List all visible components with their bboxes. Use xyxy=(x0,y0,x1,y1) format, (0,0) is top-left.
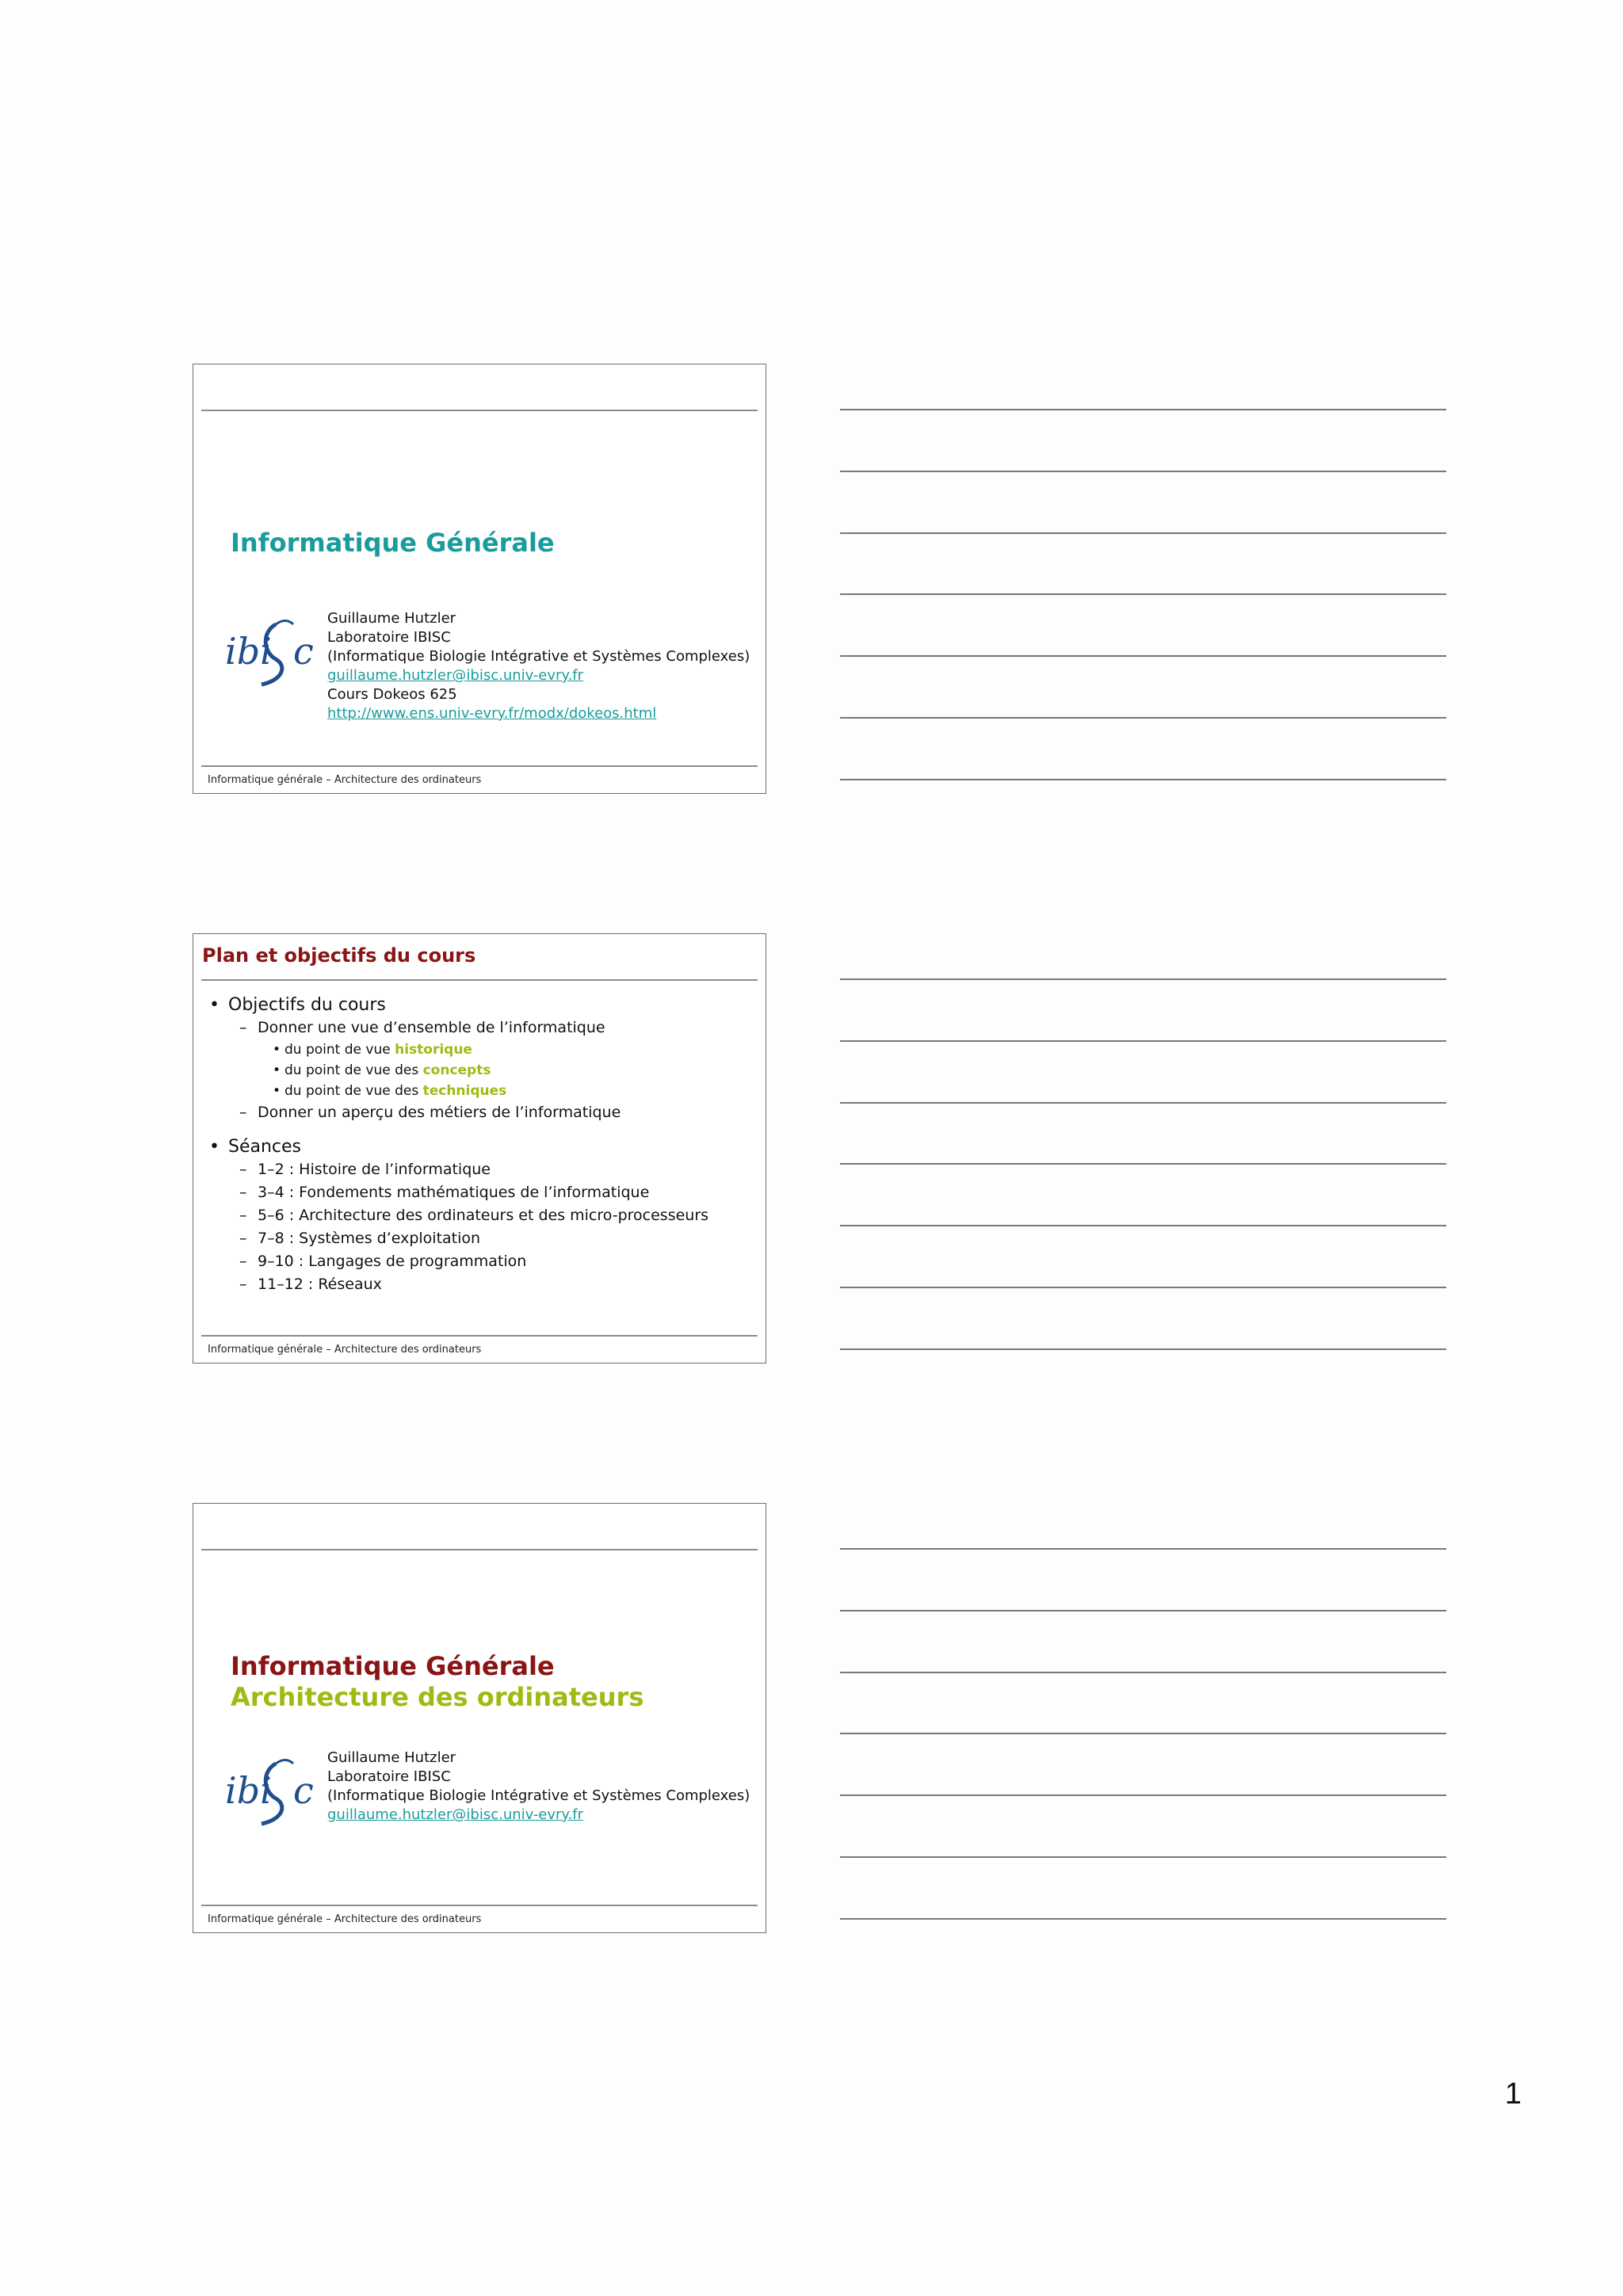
objective-item: – Donner un aperçu des métiers de l’informatique xyxy=(208,1101,758,1124)
viewpoint-item: • du point de vue historique xyxy=(208,1039,758,1060)
slide-bottom-rule xyxy=(201,1905,758,1906)
note-line xyxy=(840,532,1446,534)
note-line xyxy=(840,1548,1446,1550)
ibisc-logo xyxy=(223,1748,319,1827)
slide-footer: Informatique générale – Architecture des ordinateurs xyxy=(208,1913,482,1925)
slide-body xyxy=(208,994,758,1296)
course-url-link[interactable]: http://www.ens.univ-evry.fr/modx/dokeos.html xyxy=(327,705,657,722)
session-item: – 5–6 : Architecture des ordinateurs et des micro-processeurs xyxy=(208,1204,758,1227)
slide-top-rule xyxy=(201,410,758,411)
note-line xyxy=(840,1672,1446,1673)
note-line xyxy=(840,471,1446,472)
highlight-techniques: techniques xyxy=(422,1083,507,1099)
note-line xyxy=(840,1348,1446,1350)
slide-3 xyxy=(193,1503,766,1933)
slide-bottom-rule xyxy=(201,765,758,767)
note-line xyxy=(840,1102,1446,1104)
note-line xyxy=(840,1225,1446,1226)
session-item: – 11–12 : Réseaux xyxy=(208,1273,758,1296)
author-lab: Laboratoire IBISC xyxy=(327,629,451,646)
page-number: 1 xyxy=(1504,2077,1522,2111)
note-line xyxy=(840,1856,1446,1858)
highlight-historique: historique xyxy=(395,1042,472,1058)
svg-text:ibi: ibi xyxy=(225,630,272,673)
slide-top-rule xyxy=(201,979,758,981)
session-item: – 1–2 : Histoire de l’informatique xyxy=(208,1158,758,1181)
note-line xyxy=(840,1287,1446,1288)
note-line xyxy=(840,779,1446,780)
author-block xyxy=(327,1749,750,1825)
note-line xyxy=(840,717,1446,719)
author-lab: Laboratoire IBISC xyxy=(327,1768,451,1785)
slide-title: Plan et objectifs du cours xyxy=(202,944,476,967)
slide-bottom-rule xyxy=(201,1335,758,1337)
viewpoint-item: • du point de vue des techniques xyxy=(208,1081,758,1101)
note-line xyxy=(840,1040,1446,1042)
note-line xyxy=(840,593,1446,595)
email-link[interactable]: guillaume.hutzler@ibisc.univ-evry.fr xyxy=(327,1806,583,1823)
author-lab-full: (Informatique Biologie Intégrative et Systèmes Complexes) xyxy=(327,1787,750,1804)
slide-top-rule xyxy=(201,1549,758,1550)
slide-title: Informatique Générale xyxy=(231,528,555,558)
slide-subtitle: Architecture des ordinateurs xyxy=(231,1682,644,1712)
svg-text:c: c xyxy=(293,630,314,673)
session-item: – 9–10 : Langages de programmation xyxy=(208,1250,758,1273)
author-name: Guillaume Hutzler xyxy=(327,610,456,627)
note-line xyxy=(840,655,1446,657)
slide-title: Informatique Générale xyxy=(231,1651,555,1681)
svg-text:c: c xyxy=(293,1769,314,1812)
session-item: – 7–8 : Systèmes d’exploitation xyxy=(208,1227,758,1250)
slide-2 xyxy=(193,933,766,1363)
slide-footer: Informatique générale – Architecture des ordinateurs xyxy=(208,774,482,786)
course-label: Cours Dokeos 625 xyxy=(327,686,457,703)
ibisc-logo xyxy=(223,608,319,688)
author-lab-full: (Informatique Biologie Intégrative et Systèmes Complexes) xyxy=(327,648,750,665)
note-line xyxy=(840,1610,1446,1611)
note-line xyxy=(840,1794,1446,1796)
objective-item: – Donner une vue d’ensemble de l’informatique xyxy=(208,1016,758,1039)
email-link[interactable]: guillaume.hutzler@ibisc.univ-evry.fr xyxy=(327,667,583,684)
svg-text:ibi: ibi xyxy=(225,1769,272,1812)
note-line xyxy=(840,1918,1446,1920)
highlight-concepts: concepts xyxy=(422,1062,491,1078)
bullet-objectives: • Objectifs du cours xyxy=(208,994,758,1016)
note-line xyxy=(840,409,1446,410)
note-line xyxy=(840,978,1446,980)
note-line xyxy=(840,1163,1446,1165)
author-block xyxy=(327,609,750,723)
slide-footer: Informatique générale – Architecture des ordinateurs xyxy=(208,1344,482,1356)
author-name: Guillaume Hutzler xyxy=(327,1749,456,1766)
viewpoint-item: • du point de vue des concepts xyxy=(208,1060,758,1081)
session-item: – 3–4 : Fondements mathématiques de l’informatique xyxy=(208,1181,758,1204)
note-line xyxy=(840,1733,1446,1734)
slide-1 xyxy=(193,364,766,794)
bullet-sessions: • Séances xyxy=(208,1135,758,1158)
